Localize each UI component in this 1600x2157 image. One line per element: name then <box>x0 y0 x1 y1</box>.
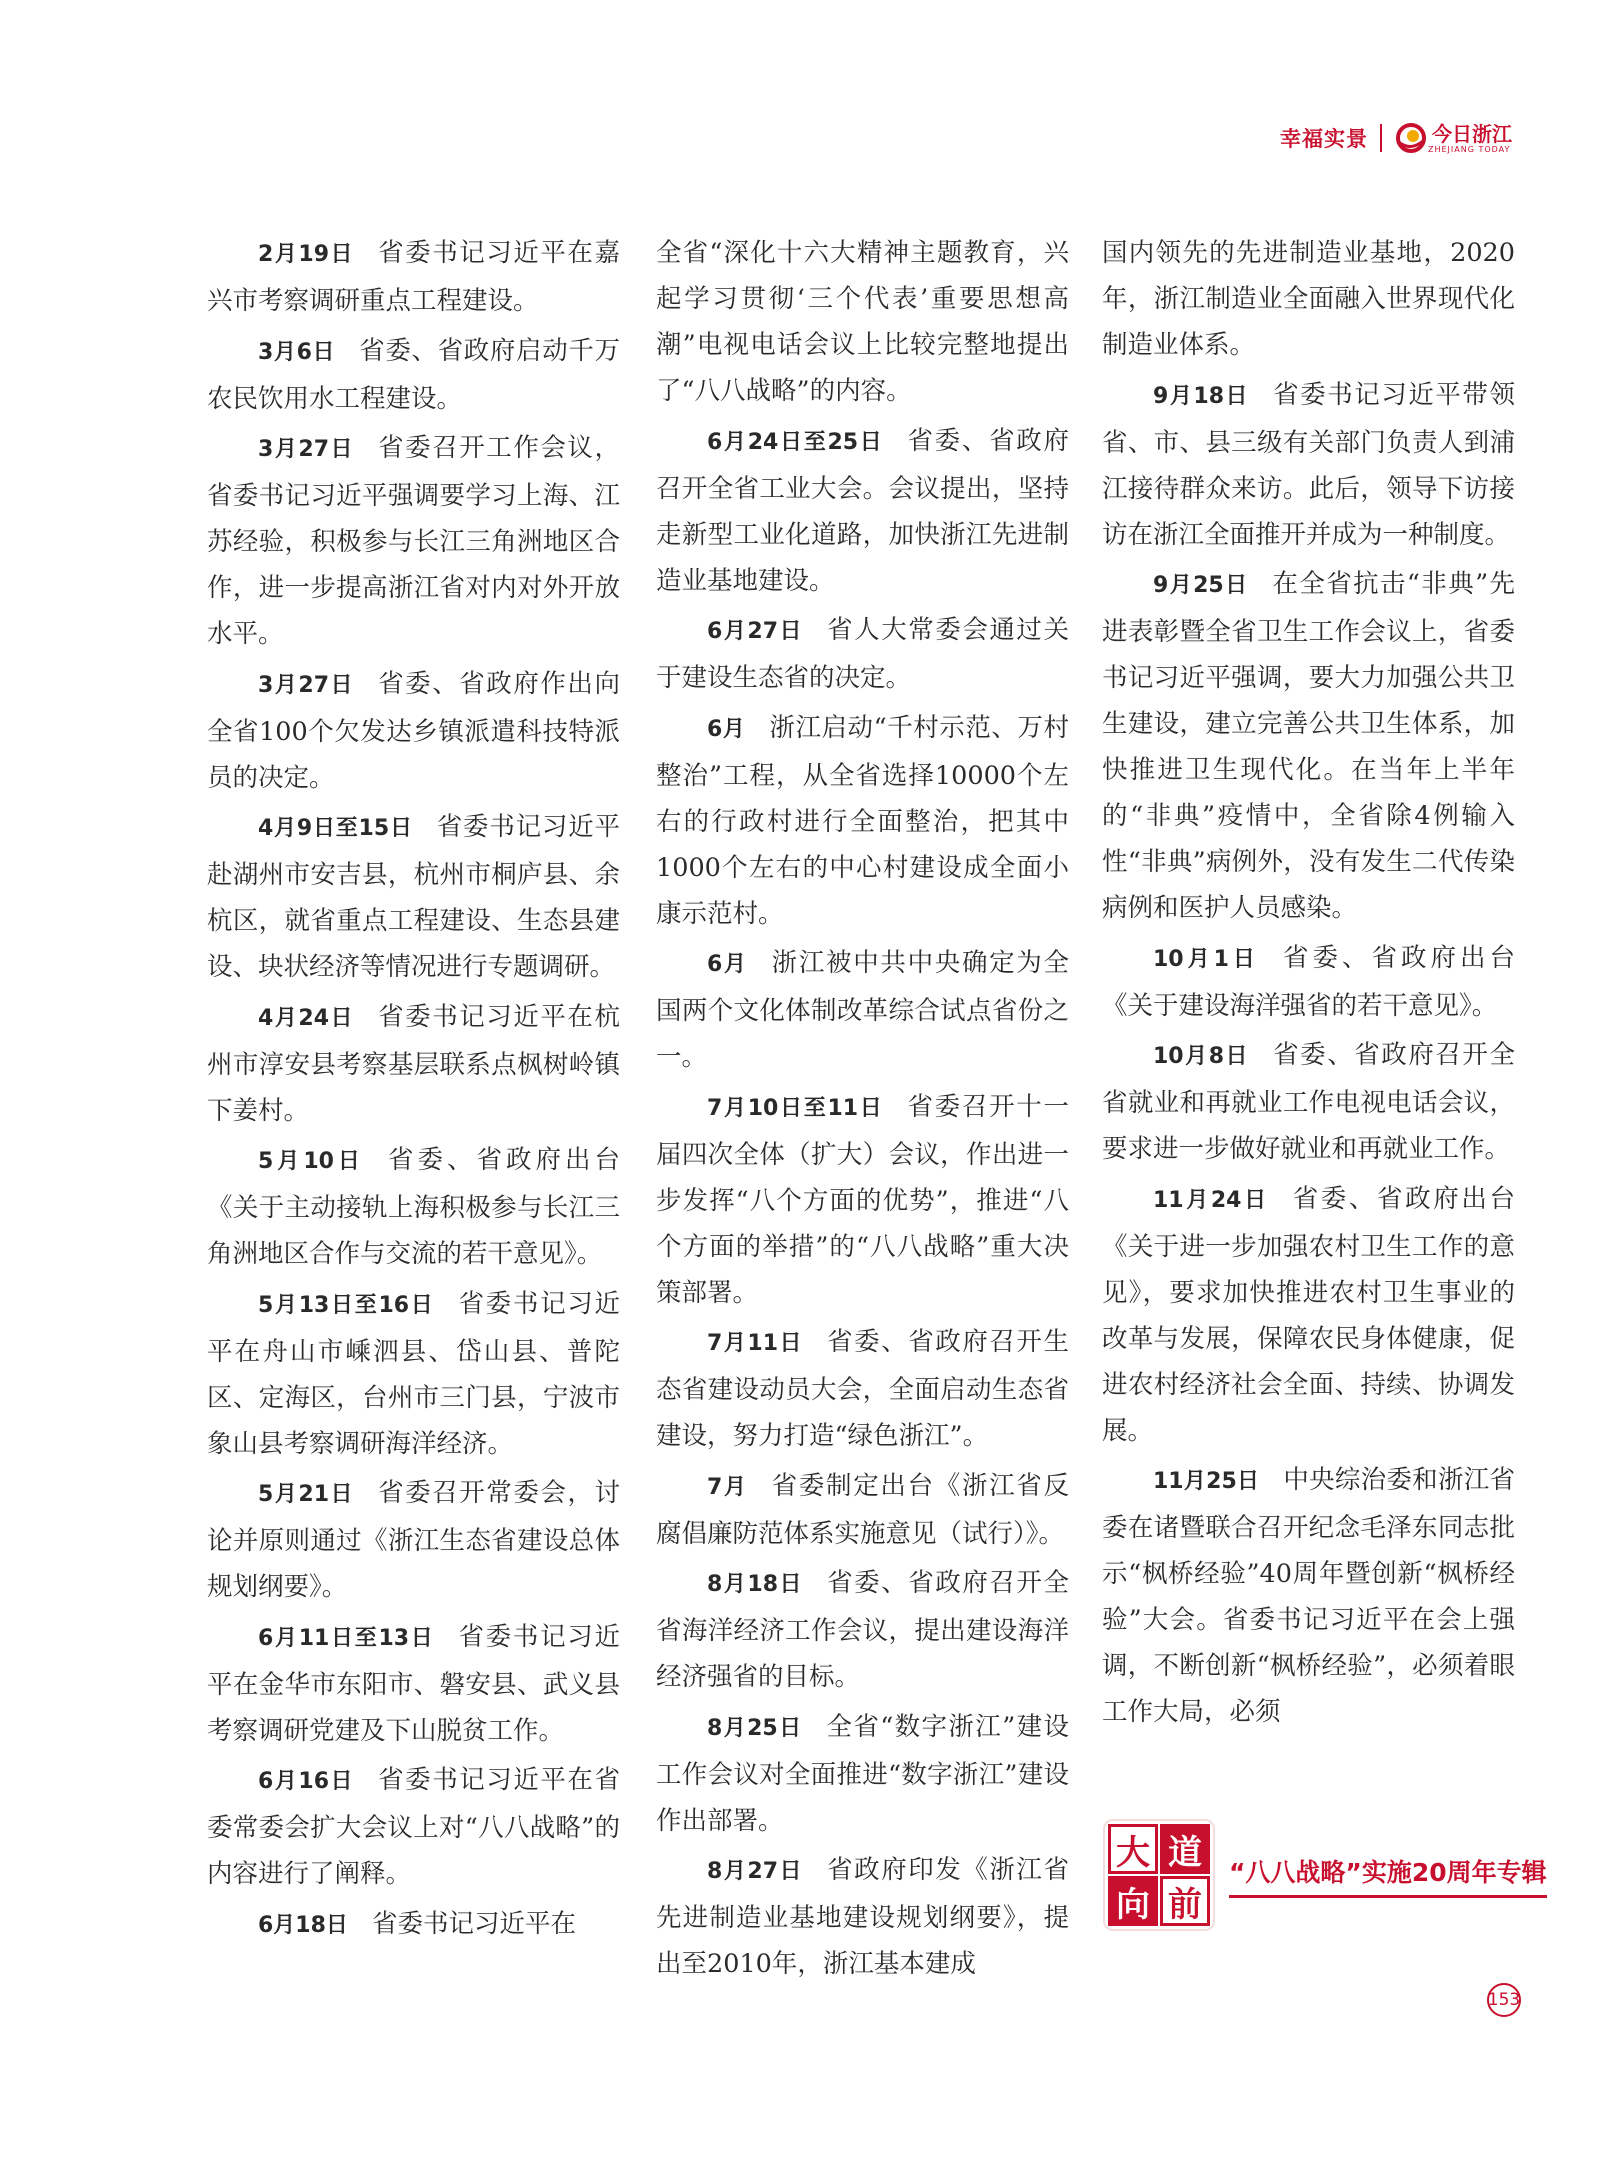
logo-name: 今日浙江 <box>1432 121 1512 146</box>
timeline-entry <box>656 1560 1069 1700</box>
entry-date: 10月1日 <box>1153 946 1259 972</box>
entry-date: 8月27日 <box>707 1859 804 1884</box>
entry-date: 6月11日至13日 <box>258 1625 435 1651</box>
timeline-entry <box>656 1704 1069 1844</box>
entry-date: 5月10日 <box>258 1149 364 1174</box>
magazine-logo <box>1394 121 1512 155</box>
column-3 <box>1102 230 1515 1950</box>
timeline-entry <box>1102 935 1515 1029</box>
entry-text: 省政府印发《浙江省先进制造业基地建设规划纲要》，提出至2010年，浙江基本建成 <box>656 1855 1069 1979</box>
header-divider <box>1380 124 1382 152</box>
page-number: 153 <box>1487 1983 1521 2017</box>
entry-date: 6月24日至25日 <box>707 429 884 455</box>
timeline-entry <box>656 607 1069 701</box>
entry-text: 省委召开常委会，讨论并原则通过《浙江生态省建设总体规划纲要》。 <box>207 1478 620 1602</box>
entry-text: 省委、省政府启动千万农民饮用水工程建设。 <box>207 335 620 414</box>
timeline-entry <box>207 1757 620 1897</box>
timeline-entry <box>656 705 1069 937</box>
timeline-entry <box>207 1614 620 1754</box>
entry-date: 7月10日至11日 <box>707 1095 884 1121</box>
column-2 <box>656 230 1069 1979</box>
entry-date: 2月19日 <box>258 242 355 267</box>
entry-text: 省委制定出台《浙江省反腐倡廉防范体系实施意见（试行）》。 <box>656 1470 1069 1549</box>
seal-char: 前 <box>1160 1876 1210 1926</box>
entry-text: 省委、省政府出台《关于进一步加强农村卫生工作的意见》，要求加快推进农村卫生事业的改革与发展，保障农民身体健康，促进农村经济社会全面、持续、协调发展。 <box>1102 1183 1515 1446</box>
entry-date: 9月25日 <box>1153 573 1249 598</box>
entry-text: 中央综治委和浙江省委在诸暨联合召开纪念毛泽东同志批示“枫桥经验”40周年暨创新“枫桥经验”大会。省委书记习近平在会上强调，不断创新“枫桥经验”，必须着眼工作大局，必须 <box>1102 1465 1515 1727</box>
continued-text: 全省“深化十六大精神主题教育，兴起学习贯彻‘三个代表’重要思想高潮”电视电话会议上比较完整地提出了“八八战略”的内容。 <box>656 238 1069 406</box>
entry-date: 5月13日至16日 <box>258 1292 435 1318</box>
entry-date: 6月16日 <box>258 1769 355 1794</box>
entry-text: 省委书记习近平在省委常委会扩大会议上对“八八战略”的内容进行了阐释。 <box>207 1765 620 1889</box>
entry-text: 省委召开工作会议，省委书记习近平强调要学习上海、江苏经验，积极参与长江三角洲地区合作，进一步提高浙江省对内对外开放水平。 <box>207 433 620 649</box>
entry-text: 省委、省政府作出向全省100个欠发达乡镇派遣科技特派员的决定。 <box>207 668 620 793</box>
entry-date: 4月24日 <box>258 1005 355 1031</box>
entry-text: 全省“数字浙江”建设工作会议对全面推进“数字浙江”建设作出部署。 <box>656 1711 1069 1836</box>
timeline-entry <box>1102 1457 1515 1735</box>
timeline-entry <box>1102 372 1515 558</box>
entry-text: 省委、省政府召开生态省建设动员大会，全面启动生态省建设，努力打造“绿色浙江”。 <box>656 1327 1069 1451</box>
seal-stamp <box>1103 1819 1215 1931</box>
seal-char: 道 <box>1160 1824 1210 1874</box>
entry-text: 浙江启动“千村示范、万村整治”工程，从全省选择10000个左右的行政村进行全面整治，把其中1000个左右的中心村建设成全面小康示范村。 <box>656 712 1069 929</box>
timeline-entry <box>656 940 1069 1080</box>
timeline-entry <box>656 418 1069 604</box>
timeline-entry <box>207 804 620 990</box>
timeline-entry <box>207 1470 620 1610</box>
entry-text: 省委、省政府召开全省工业大会。会议提出，坚持走新型工业化道路，加快浙江先进制造业基地建设。 <box>656 425 1069 596</box>
timeline-entry <box>207 425 620 657</box>
timeline-entry <box>1102 561 1515 931</box>
entry-date: 3月27日 <box>258 437 355 462</box>
section-label: 幸福实景 <box>1280 127 1368 151</box>
entry-text: 省委书记习近平带领省、市、县三级有关部门负责人到浦江接待群众来访。此后，领导下访接访在浙江全面推开并成为一种制度。 <box>1102 379 1515 550</box>
entry-date: 11月24日 <box>1153 1187 1269 1213</box>
timeline-entry <box>656 1084 1069 1316</box>
timeline-entry <box>207 1281 620 1467</box>
entry-date: 3月27日 <box>258 672 355 698</box>
entry-text: 在全省抗击“非典”先进表彰暨全省卫生工作会议上，省委书记习近平强调，要大力加强公共卫生建设，建立完善公共卫生体系，加快推进卫生现代化。在当年上半年的“非典”疫情中，全省除4例输入性“非典”病例外，没有发生二代传染病例和医护人员感染。 <box>1102 569 1515 923</box>
timeline-entry <box>207 230 620 324</box>
timeline-entry <box>207 1901 620 1949</box>
entry-date: 3月6日 <box>258 339 336 365</box>
entry-date: 8月25日 <box>707 1715 803 1741</box>
entry-date: 6月 <box>707 716 746 742</box>
entry-text: 省委书记习近平在舟山市嵊泗县、岱山县、普陀区、定海区，台州市三门县，宁波市象山县考察调研海洋经济。 <box>207 1288 620 1459</box>
entry-date: 7月11日 <box>707 1331 804 1356</box>
seal-char: 大 <box>1108 1824 1158 1874</box>
logo-subtitle: ZHEJIANG TODAY <box>1428 144 1511 154</box>
entry-text: 省委、省政府召开全省就业和再就业工作电视电话会议，要求进一步做好就业和再就业工作。 <box>1102 1040 1515 1164</box>
entry-date: 11月25日 <box>1153 1469 1260 1494</box>
timeline-entry <box>656 1847 1069 1987</box>
entry-date: 6月27日 <box>707 619 804 644</box>
entry-date: 5月21日 <box>258 1482 355 1507</box>
entry-text: 省委书记习近平在杭州市淳安县考察基层联系点枫树岭镇下姜村。 <box>207 1001 620 1126</box>
entry-text: 浙江被中共中央确定为全国两个文化体制改革综合试点省份之一。 <box>656 948 1069 1072</box>
timeline-entry <box>207 661 620 801</box>
timeline-entry <box>1102 1176 1515 1454</box>
entry-date: 10月8日 <box>1153 1044 1250 1069</box>
timeline-entry <box>656 1463 1069 1557</box>
entry-text: 省委书记习近平在 <box>371 1908 576 1939</box>
entry-date: 6月18日 <box>258 1912 348 1938</box>
logo-swirl-icon <box>1394 121 1428 155</box>
entry-date: 4月9日至15日 <box>258 816 413 841</box>
entry-text: 省委、省政府出台《关于主动接轨上海积极参与长江三角洲地区合作与交流的若干意见》。 <box>207 1145 620 1269</box>
column-1 <box>207 230 620 1950</box>
timeline-entry <box>1102 1032 1515 1172</box>
timeline-entry <box>207 328 620 422</box>
entry-text: 省人大常委会通过关于建设生态省的决定。 <box>656 615 1069 693</box>
entry-date: 7月 <box>707 1474 748 1500</box>
entry-text: 省委、省政府召开全省海洋经济工作会议，提出建设海洋经济强省的目标。 <box>656 1568 1069 1692</box>
entry-text: 省委书记习近平赴湖州市安吉县，杭州市桐庐县、余杭区，就省重点工程建设、生态县建设、块状经济等情况进行专题调研。 <box>207 812 620 982</box>
timeline-entry <box>207 994 620 1134</box>
entry-date: 6月 <box>707 952 748 977</box>
entry-text: 省委、省政府出台《关于建设海洋强省的若干意见》。 <box>1102 942 1515 1021</box>
seal-char: 向 <box>1108 1876 1158 1926</box>
series-title: “八八战略”实施20周年专辑 <box>1229 1853 1547 1898</box>
continued-text: 国内领先的先进制造业基地，2020年，浙江制造业全面融入世界现代化制造业体系。 <box>1102 238 1515 360</box>
page-header <box>1280 118 1512 158</box>
entry-text: 省委召开十一届四次全体（扩大）会议，作出进一步发挥“八个方面的优势”，推进“八个方面的举措”的“八八战略”重大决策部署。 <box>656 1091 1069 1308</box>
entry-text: 省委书记习近平在金华市东阳市、磐安县、武义县考察调研党建及下山脱贫工作。 <box>207 1621 620 1746</box>
timeline-entry <box>656 1319 1069 1459</box>
entry-date: 8月18日 <box>707 1572 804 1597</box>
series-banner <box>1103 1817 1547 1933</box>
entry-text: 省委书记习近平在嘉兴市考察调研重点工程建设。 <box>207 238 620 316</box>
entry-date: 9月18日 <box>1153 383 1250 409</box>
timeline-entry <box>207 1137 620 1277</box>
